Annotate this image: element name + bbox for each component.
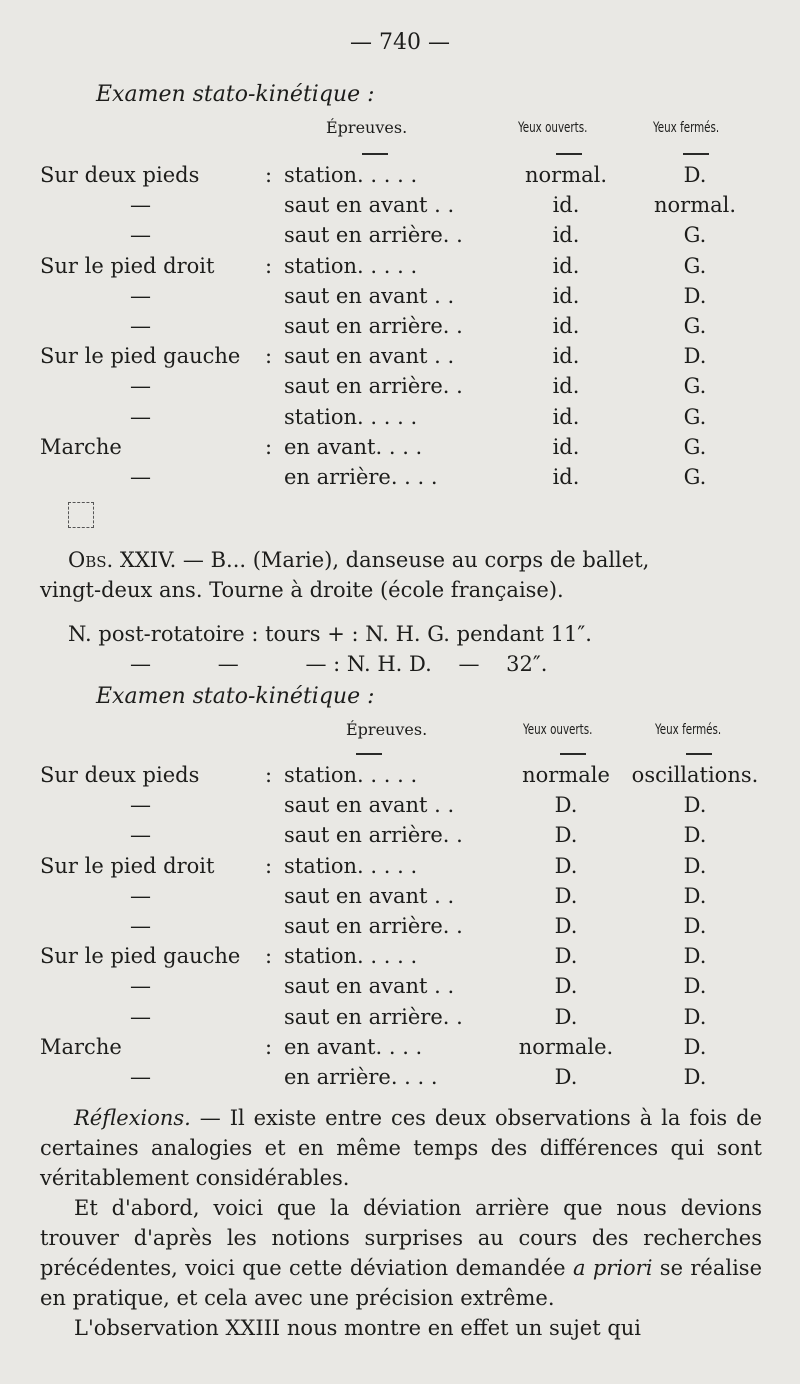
row-eyes-closed: normal. bbox=[653, 193, 737, 218]
table1-heading: Examen stato-kinétique : bbox=[96, 82, 375, 107]
table-row bbox=[0, 341, 800, 371]
row-eyes-open: D. bbox=[554, 853, 578, 878]
rule bbox=[362, 153, 388, 155]
row-label: — bbox=[130, 314, 151, 338]
obs-label: Obs. bbox=[68, 548, 114, 572]
row-label: — bbox=[130, 1004, 151, 1029]
table-row bbox=[0, 971, 800, 1001]
reflexions-p2-text-b: se réalise en pratique, et cela avec une précision extrême. bbox=[40, 1256, 762, 1310]
reflexions-paragraph-1 bbox=[40, 1103, 762, 1193]
row-eyes-closed: D. bbox=[683, 1004, 707, 1029]
row-test: en arrière. . . . bbox=[284, 1065, 438, 1089]
row-colon: : bbox=[265, 763, 273, 787]
row-label: — bbox=[130, 974, 151, 999]
table-row bbox=[0, 281, 800, 311]
table-row bbox=[0, 190, 800, 220]
row-label: — bbox=[130, 374, 151, 399]
row-eyes-closed: D. bbox=[683, 793, 707, 818]
row-label: — bbox=[130, 914, 151, 938]
row-colon: : bbox=[265, 853, 273, 878]
nystagmus-line-1: N. post-rotatoire : tours + : N. H. G. pendant 11″. bbox=[68, 622, 592, 646]
row-eyes-closed: D. bbox=[683, 914, 707, 938]
row-test: saut en avant . . bbox=[284, 193, 455, 218]
row-label: — bbox=[130, 223, 151, 248]
row-eyes-closed: D. bbox=[683, 283, 707, 308]
table1-col-tests: Épreuves. bbox=[326, 118, 408, 137]
table-row bbox=[0, 881, 800, 911]
table-row bbox=[0, 311, 800, 341]
row-eyes-open: id. bbox=[552, 193, 580, 218]
row-test: en avant. . . . bbox=[284, 1034, 423, 1059]
row-eyes-open: id. bbox=[552, 344, 580, 369]
row-eyes-closed: G. bbox=[683, 374, 707, 399]
row-test: saut en avant . . bbox=[284, 883, 455, 908]
row-label: — bbox=[130, 465, 151, 489]
table-row bbox=[0, 251, 800, 281]
table-row bbox=[0, 220, 800, 250]
checkbox-mark-icon bbox=[68, 502, 94, 528]
row-label: — bbox=[130, 193, 151, 218]
table-row bbox=[0, 371, 800, 401]
row-eyes-closed: D. bbox=[683, 944, 707, 969]
row-eyes-open: D. bbox=[554, 914, 578, 938]
reflexions-p3-text-b: nous montre en effet un sujet qui bbox=[280, 1316, 641, 1340]
table-row bbox=[0, 760, 800, 790]
row-eyes-closed: D. bbox=[683, 1065, 707, 1089]
row-test: station. . . . . bbox=[284, 163, 418, 187]
row-test: station. . . . . bbox=[284, 944, 418, 969]
row-test: saut en avant . . bbox=[284, 793, 455, 818]
row-eyes-closed: D. bbox=[683, 163, 707, 187]
row-eyes-closed: G. bbox=[683, 253, 707, 278]
table-row bbox=[0, 432, 800, 462]
row-eyes-open: id. bbox=[552, 283, 580, 308]
row-eyes-open: D. bbox=[554, 883, 578, 908]
nystagmus-line-2: — — — : N. H. D. — 32″. bbox=[130, 652, 548, 676]
table2-col-open: Yeux ouverts. bbox=[523, 722, 593, 738]
table1-col-closed: Yeux fermés. bbox=[653, 120, 720, 136]
row-eyes-closed: oscillations. bbox=[631, 763, 759, 787]
row-eyes-open: id. bbox=[552, 314, 580, 338]
row-eyes-open: normal. bbox=[524, 163, 608, 187]
table-row bbox=[0, 462, 800, 492]
row-eyes-open: id. bbox=[552, 404, 580, 429]
table-row bbox=[0, 1032, 800, 1062]
row-label: — bbox=[130, 1065, 151, 1089]
row-eyes-open: D. bbox=[554, 1065, 578, 1089]
table2-col-closed: Yeux fermés. bbox=[655, 722, 722, 738]
reflexions-p2-text-a: Et d'abord, voici que la déviation arrière que nous devions trouver d'après les notions surprises au cours des recherches précédentes, voici que cette déviation demandée bbox=[40, 1196, 762, 1280]
reflexions-title: Réflexions. bbox=[74, 1106, 191, 1130]
row-test: station. . . . . bbox=[284, 763, 418, 787]
rule bbox=[556, 153, 582, 155]
row-eyes-open: D. bbox=[554, 823, 578, 848]
row-eyes-open: id. bbox=[552, 434, 580, 459]
row-colon: : bbox=[265, 253, 273, 278]
table2-heading: Examen stato-kinétique : bbox=[96, 684, 375, 709]
table-row bbox=[0, 851, 800, 881]
obs-line1-text: XXIV. — B... (Marie), danseuse au corps de ballet, bbox=[113, 548, 650, 572]
row-test: en arrière. . . . bbox=[284, 465, 438, 489]
row-test: station. . . . . bbox=[284, 404, 418, 429]
rule bbox=[683, 153, 709, 155]
table1-col-open: Yeux ouverts. bbox=[518, 120, 588, 136]
row-colon: : bbox=[265, 163, 273, 187]
row-colon: : bbox=[265, 1034, 273, 1059]
table-row bbox=[0, 790, 800, 820]
row-colon: : bbox=[265, 344, 273, 369]
row-colon: : bbox=[265, 434, 273, 459]
row-eyes-closed: D. bbox=[683, 823, 707, 848]
row-test: saut en arrière. . bbox=[284, 374, 463, 399]
row-eyes-open: D. bbox=[554, 974, 578, 999]
page-number: — 740 — bbox=[350, 30, 450, 55]
row-test: saut en arrière. . bbox=[284, 1004, 463, 1029]
row-eyes-closed: D. bbox=[683, 883, 707, 908]
reflexions-paragraph-3 bbox=[40, 1313, 762, 1343]
row-label: Sur deux pieds bbox=[40, 763, 200, 787]
obs-line-2: vingt-deux ans. Tourne à droite (école française). bbox=[40, 578, 564, 602]
row-eyes-open: id. bbox=[552, 465, 580, 489]
row-eyes-open: id. bbox=[552, 253, 580, 278]
row-label: — bbox=[130, 283, 151, 308]
row-label: Sur deux pieds bbox=[40, 163, 200, 187]
obs-line-1 bbox=[68, 548, 649, 572]
table-row bbox=[0, 1062, 800, 1092]
row-eyes-closed: G. bbox=[683, 434, 707, 459]
row-label: Sur le pied gauche bbox=[40, 344, 241, 369]
rule bbox=[686, 753, 712, 755]
row-label: Sur le pied droit bbox=[40, 253, 215, 278]
row-label: Marche bbox=[40, 1034, 122, 1059]
row-test: saut en arrière. . bbox=[284, 823, 463, 848]
row-eyes-closed: G. bbox=[683, 223, 707, 248]
table-row bbox=[0, 1002, 800, 1032]
row-eyes-closed: D. bbox=[683, 344, 707, 369]
row-label: — bbox=[130, 883, 151, 908]
row-eyes-closed: G. bbox=[683, 404, 707, 429]
row-eyes-open: id. bbox=[552, 374, 580, 399]
row-label: Marche bbox=[40, 434, 122, 459]
row-label: — bbox=[130, 793, 151, 818]
row-label: Sur le pied gauche bbox=[40, 944, 241, 969]
row-eyes-open: D. bbox=[554, 793, 578, 818]
row-test: saut en avant . . bbox=[284, 283, 455, 308]
row-eyes-closed: D. bbox=[683, 1034, 707, 1059]
row-test: saut en arrière. . bbox=[284, 914, 463, 938]
row-label: — bbox=[130, 823, 151, 848]
reflexions-paragraph-2 bbox=[40, 1193, 762, 1313]
row-test: saut en avant . . bbox=[284, 344, 455, 369]
row-test: station. . . . . bbox=[284, 853, 418, 878]
row-eyes-open: D. bbox=[554, 1004, 578, 1029]
row-eyes-closed: G. bbox=[683, 465, 707, 489]
row-eyes-closed: D. bbox=[683, 853, 707, 878]
table-row bbox=[0, 820, 800, 850]
reflexions-p2-emphasis: a priori bbox=[572, 1256, 653, 1280]
table-row bbox=[0, 911, 800, 941]
rule bbox=[356, 753, 382, 755]
row-test: en avant. . . . bbox=[284, 434, 423, 459]
reflexions-p3-number: XXIII bbox=[225, 1316, 281, 1340]
table-row bbox=[0, 160, 800, 190]
reflexions-p3-text-a: L'observation bbox=[74, 1316, 226, 1340]
row-eyes-open: normale. bbox=[518, 1034, 614, 1059]
row-test: saut en arrière. . bbox=[284, 223, 463, 248]
row-label: Sur le pied droit bbox=[40, 853, 215, 878]
row-test: station. . . . . bbox=[284, 253, 418, 278]
table-row bbox=[0, 941, 800, 971]
row-eyes-open: D. bbox=[554, 944, 578, 969]
row-colon: : bbox=[265, 944, 273, 969]
row-eyes-open: normale bbox=[522, 763, 610, 787]
row-eyes-closed: D. bbox=[683, 974, 707, 999]
row-test: saut en avant . . bbox=[284, 974, 455, 999]
table-row bbox=[0, 402, 800, 432]
row-eyes-open: id. bbox=[552, 223, 580, 248]
row-test: saut en arrière. . bbox=[284, 314, 463, 338]
row-eyes-closed: G. bbox=[683, 314, 707, 338]
rule bbox=[560, 753, 586, 755]
reflexions-p1-text: — Il existe entre ces deux observations à la fois de certaines analogies et en même temps des différences qui sont véritablement considérables. bbox=[40, 1106, 762, 1190]
row-label: — bbox=[130, 404, 151, 429]
table2-col-tests: Épreuves. bbox=[346, 720, 428, 739]
